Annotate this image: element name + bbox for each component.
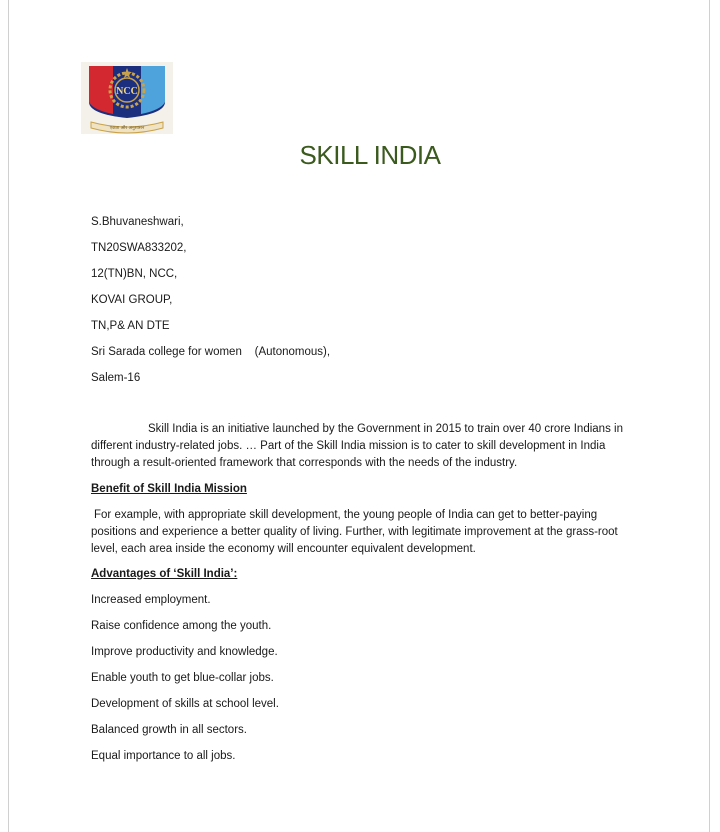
address-line-directorate: TN,P& AN DTE	[91, 320, 170, 332]
advantage-item: Improve productivity and knowledge.	[91, 646, 278, 658]
logo-emblem-text: NCC	[116, 86, 138, 97]
address-line-city: Salem-16	[91, 372, 141, 384]
advantage-item: Enable youth to get blue-collar jobs.	[91, 672, 274, 684]
advantage-item: Increased employment.	[91, 594, 211, 606]
ncc-emblem-icon	[81, 62, 173, 134]
address-line-name: S.Bhuvaneshwari,	[91, 216, 184, 228]
address-line-battalion: 12(TN)BN, NCC,	[91, 268, 178, 280]
document-page	[8, 0, 710, 832]
intro-paragraph: Skill India is an initiative launched by the Government in 2015 to train over 40 crore Indians in different industry-related jobs. … Part of the Skill India mission is to cater to skill development in India through a result-oriented framework that corresponds with the needs of the industry.	[91, 423, 623, 469]
advantage-item: Balanced growth in all sectors.	[91, 724, 247, 736]
ncc-logo	[81, 62, 173, 134]
address-line-group: KOVAI GROUP,	[91, 294, 173, 306]
advantage-item: Raise confidence among the youth.	[91, 620, 272, 632]
logo-motto: एकता और अनुशासन	[109, 126, 145, 131]
benefit-heading: Benefit of Skill India Mission	[91, 483, 247, 495]
benefit-paragraph: For example, with appropriate skill development, the young people of India can get to better-paying positions and experience a better quality of living. Further, with legitimate improvement at the grass-root level, each area inside the economy will encounter equivalent development.	[91, 509, 618, 555]
address-line-college: Sri Sarada college for women (Autonomous),	[91, 346, 331, 358]
advantage-item: Equal importance to all jobs.	[91, 750, 236, 762]
page-title: SKILL INDIA	[299, 140, 441, 170]
address-line-regno: TN20SWA833202,	[91, 242, 187, 254]
advantages-heading: Advantages of ‘Skill India’:	[91, 568, 238, 580]
advantage-item: Development of skills at school level.	[91, 698, 279, 710]
